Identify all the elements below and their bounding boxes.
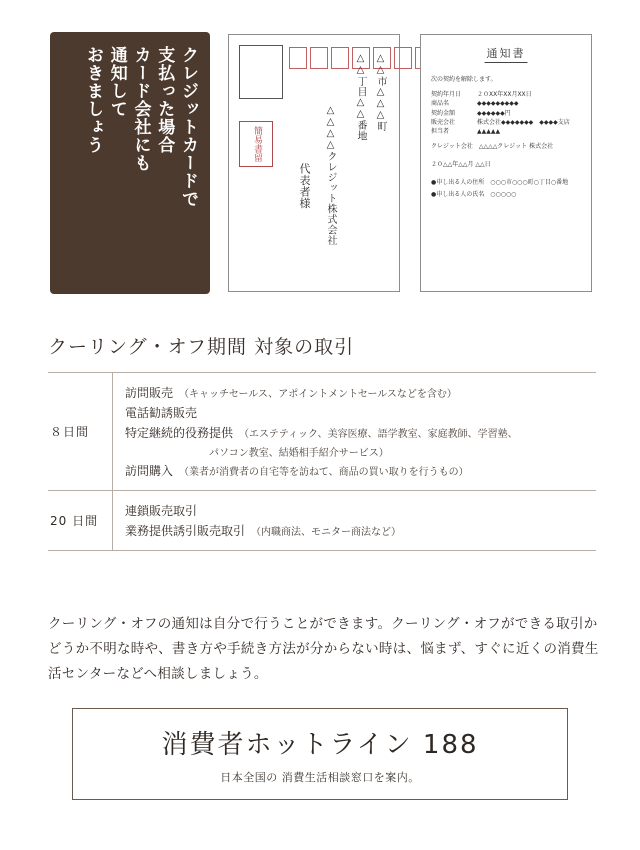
brown-panel-line-2: 支払った場合 — [154, 46, 175, 154]
letter-detail-row — [431, 90, 581, 99]
hotline-subtitle: 日本全国の 消費生活相談窓口を案内。 — [220, 770, 420, 784]
letter-sender-address: ●申し出る人の住所 ○○○市○○○町○丁目○番地 — [431, 179, 569, 187]
table-entry-name: 連鎖販売取引 — [125, 504, 198, 518]
letter-credit-company: クレジット会社 △△△△クレジット 株式会社 — [431, 143, 554, 151]
table-entry — [125, 384, 596, 401]
table-entry — [125, 522, 596, 539]
letter-detail-key: 担当者 — [431, 128, 450, 136]
table-entry-note: （内職商法、モニター商法など） — [251, 527, 402, 538]
letter-detail-row — [431, 109, 581, 118]
brown-panel-line-3: カード会社にも — [130, 46, 151, 172]
table-entry — [125, 404, 596, 421]
table-entry-note: （エステティック、美容医療、語学教室、家庭教師、学習塾、 — [239, 429, 518, 440]
envelope-illustration — [228, 34, 400, 292]
table-entry-name: 訪問購入 — [125, 464, 174, 478]
notice-letter-illustration — [420, 34, 592, 292]
letter-detail-key: 商品名 — [431, 100, 450, 108]
zipcode-cell — [310, 47, 328, 69]
table-entry-name: 電話勧誘販売 — [125, 406, 198, 420]
envelope-recipient-company: △△△△クレジット株式会社 — [325, 105, 336, 246]
envelope-recipient-title: 代表者様 — [298, 163, 311, 209]
table-entry-continuation — [125, 444, 596, 459]
registered-mail-stamp — [239, 121, 273, 167]
letter-detail-row — [431, 99, 581, 108]
letter-detail-value: ２０XX年XX月XX日 — [477, 91, 532, 98]
table-entry — [125, 424, 596, 441]
letter-detail-value: ◆◆◆◆◆◆◆◆◆ — [477, 100, 519, 108]
stamp-box — [239, 45, 283, 99]
table-entry-name: 業務提供誘引販売取引 — [125, 524, 246, 538]
brown-message-panel — [50, 32, 210, 294]
illustration-row — [0, 22, 640, 307]
table-entry-name: 特定継続的役務提供 — [125, 426, 234, 440]
letter-detail-key: 契約金額 — [431, 109, 456, 117]
table-entry — [125, 462, 596, 479]
table-content-cell — [113, 491, 597, 551]
table-period-cell: ８日間 — [48, 373, 113, 491]
hotline-title: 消費者ホットライン 188 — [161, 729, 479, 760]
table-entry-name: 訪問販売 — [125, 386, 174, 400]
letter-detail-row — [431, 118, 581, 127]
letter-detail-row — [431, 127, 581, 136]
consumer-hotline-box — [72, 708, 568, 800]
brown-panel-line-1: クレジットカードで — [178, 46, 198, 208]
zipcode-cell — [289, 47, 307, 69]
table-entry-note: （業者が消費者の自宅等を訪ねて、商品の買い取りを行うもの） — [179, 467, 469, 478]
letter-date: ２０△△年△△月 △△日 — [431, 161, 491, 169]
letter-detail-value: ◆◆◆◆◆◆円 — [477, 109, 511, 117]
letter-detail-key: 販売会社 — [431, 118, 456, 126]
letter-intro: 次の契約を解除します。 — [431, 76, 497, 83]
table-entry — [125, 502, 596, 519]
letter-sender-name: ●申し出る人の氏名 ○○○○○ — [431, 191, 517, 199]
letter-title: 通知書 — [485, 45, 528, 63]
envelope-address-line-2: △△丁目△△番地 — [355, 53, 366, 141]
table-period-cell: 20 日間 — [48, 491, 113, 551]
table-content-cell — [113, 373, 597, 491]
letter-detail-key: 契約年月日 — [431, 91, 462, 98]
advice-paragraph: クーリング・オフの通知は自分で行うことができます。クーリング・オフができる取引かどうか不明な時や、書き方や手続き方法が分からない時は、悩まず、すぐに近くの消費生活センターなどへ相談しましょう。 — [48, 616, 599, 682]
registered-mail-label: 簡易書留 — [251, 126, 262, 162]
table-entry-note: パソコン教室、結婚相手紹介サービス） — [209, 448, 389, 459]
letter-detail-value: 株式会社◆◆◆◆◆◆◆ ◆◆◆◆支店 — [477, 118, 570, 126]
table-entry-note: （キャッチセールス、アポイントメントセールスなどを含む） — [179, 389, 457, 400]
table-row — [48, 491, 596, 551]
envelope-address-line-1: △△市△△△町 — [375, 53, 386, 132]
cooling-off-table — [48, 372, 596, 551]
brown-panel-line-4: 通知して — [106, 46, 127, 118]
table-row — [48, 373, 596, 491]
zipcode-cell — [394, 47, 412, 69]
letter-detail-grid — [431, 90, 581, 136]
section-heading: クーリング・オフ期間 対象の取引 — [48, 336, 355, 358]
brown-panel-line-5: おきましょう — [83, 46, 103, 154]
zipcode-cell — [331, 47, 349, 69]
letter-detail-value: ▲▲▲▲▲ — [477, 128, 501, 136]
